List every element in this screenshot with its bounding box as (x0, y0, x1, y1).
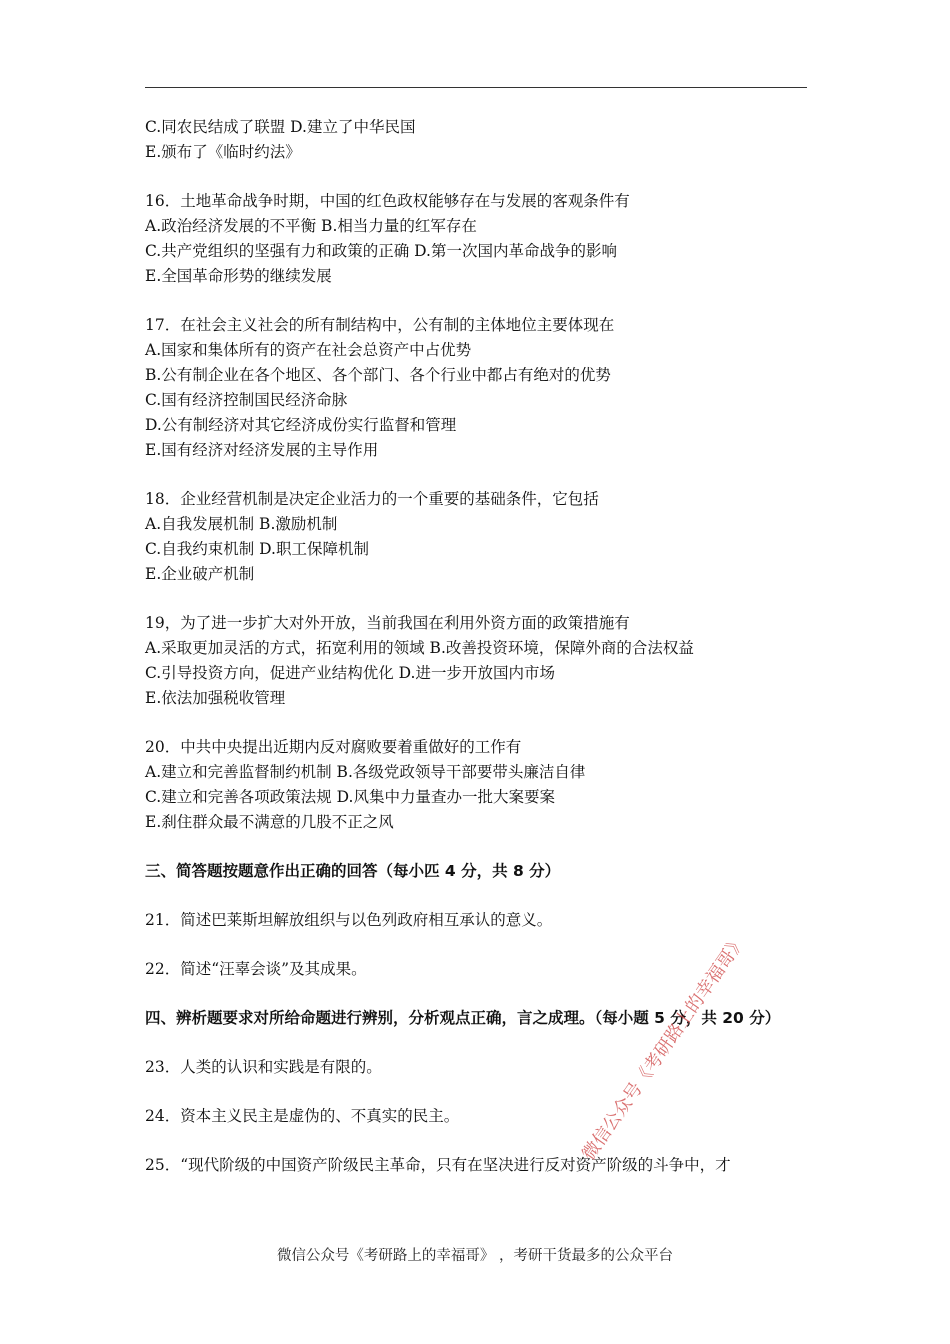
option-line: A.采取更加灵活的方式，拓宽利用的领域 B.改善投资环境，保障外商的合法权益 (145, 639, 694, 657)
option-line: C.同农民结成了联盟 D.建立了中华民国 (145, 118, 416, 136)
option-line: A.政治经济发展的不平衡 B.相当力量的红军存在 (145, 217, 477, 235)
option-line: D.公有制经济对其它经济成份实行监督和管理 (145, 416, 457, 434)
option-line: E.刹住群众最不满意的几股不正之风 (145, 813, 394, 831)
option-line: C.共产党组织的坚强有力和政策的正确 D.第一次国内革命战争的影响 (145, 242, 617, 260)
option-line: A.自我发展机制 B.激励机制 (145, 515, 338, 533)
option-line: B.公有制企业在各个地区、各个部门、各个行业中都占有绝对的优势 (145, 366, 611, 384)
option-line: E.全国革命形势的继续发展 (145, 267, 332, 285)
question-16: 16．土地革命战争时期，中国的红色政权能够存在与发展的客观条件有 (145, 192, 630, 210)
option-line: C.自我约束机制 D.职工保障机制 (145, 540, 369, 558)
question-18: 18．企业经营机制是决定企业活力的一个重要的基础条件，它包括 (145, 490, 599, 508)
option-line: C.引导投资方向，促进产业结构优化 D.进一步开放国内市场 (145, 664, 555, 682)
header-rule (145, 87, 807, 88)
document-body (145, 115, 815, 1178)
watermark-text: 微信公众号《考研路上的幸福哥》 (578, 931, 751, 1165)
option-line: E.依法加强税收管理 (145, 689, 286, 707)
option-line: A.国家和集体所有的资产在社会总资产中占优势 (145, 341, 472, 359)
option-line: E.国有经济对经济发展的主导作用 (145, 441, 379, 459)
page-footer: 微信公众号《考研路上的幸福哥》 ，考研干货最多的公众平台 (276, 1248, 674, 1264)
question-25: 25．“现代阶级的中国资产阶级民主革命，只有在坚决进行反对资产阶级的斗争中，才 (145, 1156, 731, 1174)
question-19: 19，为了进一步扩大对外开放，当前我国在利用外资方面的政策措施有 (145, 614, 630, 632)
section-3-heading: 三、简答题按题意作出正确的回答（每小匹 4 分，共 8 分） (145, 862, 561, 880)
question-21: 21．简述巴莱斯坦解放组织与以色列政府相互承认的意义。 (145, 911, 553, 929)
option-line: A.建立和完善监督制约机制 B.各级党政领导干部要带头廉洁自律 (145, 763, 586, 781)
question-23: 23．人类的认识和实践是有限的。 (145, 1058, 382, 1076)
question-17: 17．在社会主义社会的所有制结构中，公有制的主体地位主要体现在 (145, 316, 615, 334)
question-20: 20．中共中央提出近期内反对腐败要着重做好的工作有 (145, 738, 522, 756)
option-line: E.企业破产机制 (145, 565, 255, 583)
option-line: E.颁布了《临时约法》 (145, 143, 301, 161)
option-line: C.建立和完善各项政策法规 D.风集中力量查办一批大案要案 (145, 788, 555, 806)
option-line: C.国有经济控制国民经济命脉 (145, 391, 348, 409)
question-22: 22．简述“汪辜会谈”及其成果。 (145, 960, 367, 978)
section-4-heading: 四、辨析题要求对所给命题进行辨别，分析观点正确，言之成理。（每小题 5 分，共 20 分） (145, 1009, 781, 1027)
question-24: 24．资本主义民主是虚伪的、不真实的民主。 (145, 1107, 460, 1125)
